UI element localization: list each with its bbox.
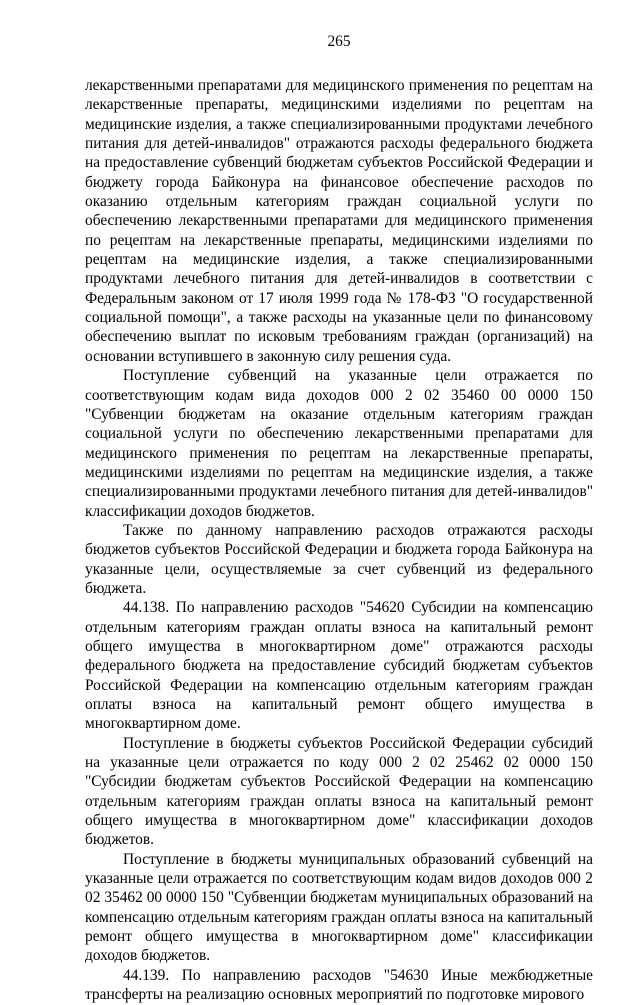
- paragraph-subsidy-receipt-regions: Поступление в бюджеты субъектов Российской Федерации субсидий на указанные цели отражается по коду 000 2 02 25462 02 0000 150 "Субсидии бюджетам субъектов Российской Федерации на компенсацию отдельным категориям граждан оплаты взноса на капитальный ремонт общего имущества в многоквартирном доме" классификации доходов бюджетов.: [85, 734, 593, 849]
- document-page: [85, 32, 593, 1005]
- paragraph-subvention-receipt: Поступление субвенций на указанные цели отражается по соответствующим кодам вида доходов 000 2 02 35460 00 0000 150 "Субвенции бюджетам на оказание отдельным категориям граждан социальной услуги по обеспечению лекарственными препаратами для медицинского применения по рецептам на лекарственные препараты, медицинскими изделиями по рецептам на медицинские изделия, а также специализированными продуктами лечебного питания для детей-инвалидов" классификации доходов бюджетов.: [85, 367, 593, 520]
- paragraph-also-expenses: Также по данному направлению расходов отражаются расходы бюджетов субъектов Российской Федерации и бюджета города Байконура на указанные цели, осуществляемые за счет субвенций из федерального бюджета.: [85, 521, 593, 597]
- paragraph-subvention-receipt-municipal: Поступление в бюджеты муниципальных образований субвенций на указанные цели отражается по соответствующим кодам видов доходов 000 2 02 35462 00 0000 150 "Субвенции бюджетам муниципальных образований на компенсацию отдельным категориям граждан оплаты взноса на капитальный ремонт общего имущества в многоквартирном доме" классификации доходов бюджетов.: [85, 850, 593, 965]
- page-number: 265: [327, 33, 351, 50]
- paragraph-44-138: 44.138. По направлению расходов "54620 Субсидии на компенсацию отдельным категориям граждан оплаты взноса на капитальный ремонт общего имущества в многоквартирном доме" отражаются расходы федерального бюджета на предоставление субсидий бюджетам субъектов Российской Федерации на компенсацию отдельным категориям граждан оплаты взноса на капитальный ремонт общего имущества в многоквартирном доме.: [85, 599, 593, 733]
- paragraph-continuation: лекарственными препаратами для медицинского применения по рецептам на лекарственные препараты, медицинскими изделиями по рецептам на медицинские изделия, а также специализированными продуктами лечебного питания для детей-инвалидов" отражаются расходы федерального бюджета на предоставление субвенций бюджетам субъектов Российской Федерации и бюджету города Байконура на финансовое обеспечение расходов по оказанию отдельным категориям граждан социальной услуги по обеспечению лекарственными препаратами для медицинского применения по рецептам на лекарственные препараты, медицинскими изделиями по рецептам на медицинские изделия, а также специализированными продуктами лечебного питания для детей-инвалидов в соответствии с Федеральным законом от 17 июля 1999 года № 178-ФЗ "О государственной социальной помощи", а также расходы на указанные цели по финансовому обеспечению выплат по исковым требованиям граждан (организаций) на основании вступившего в законную силу решения суда.: [85, 77, 593, 365]
- paragraph-44-139: 44.139. По направлению расходов "54630 Иные межбюджетные трансферты на реализацию основных мероприятий по подготовке мирового: [85, 966, 593, 1004]
